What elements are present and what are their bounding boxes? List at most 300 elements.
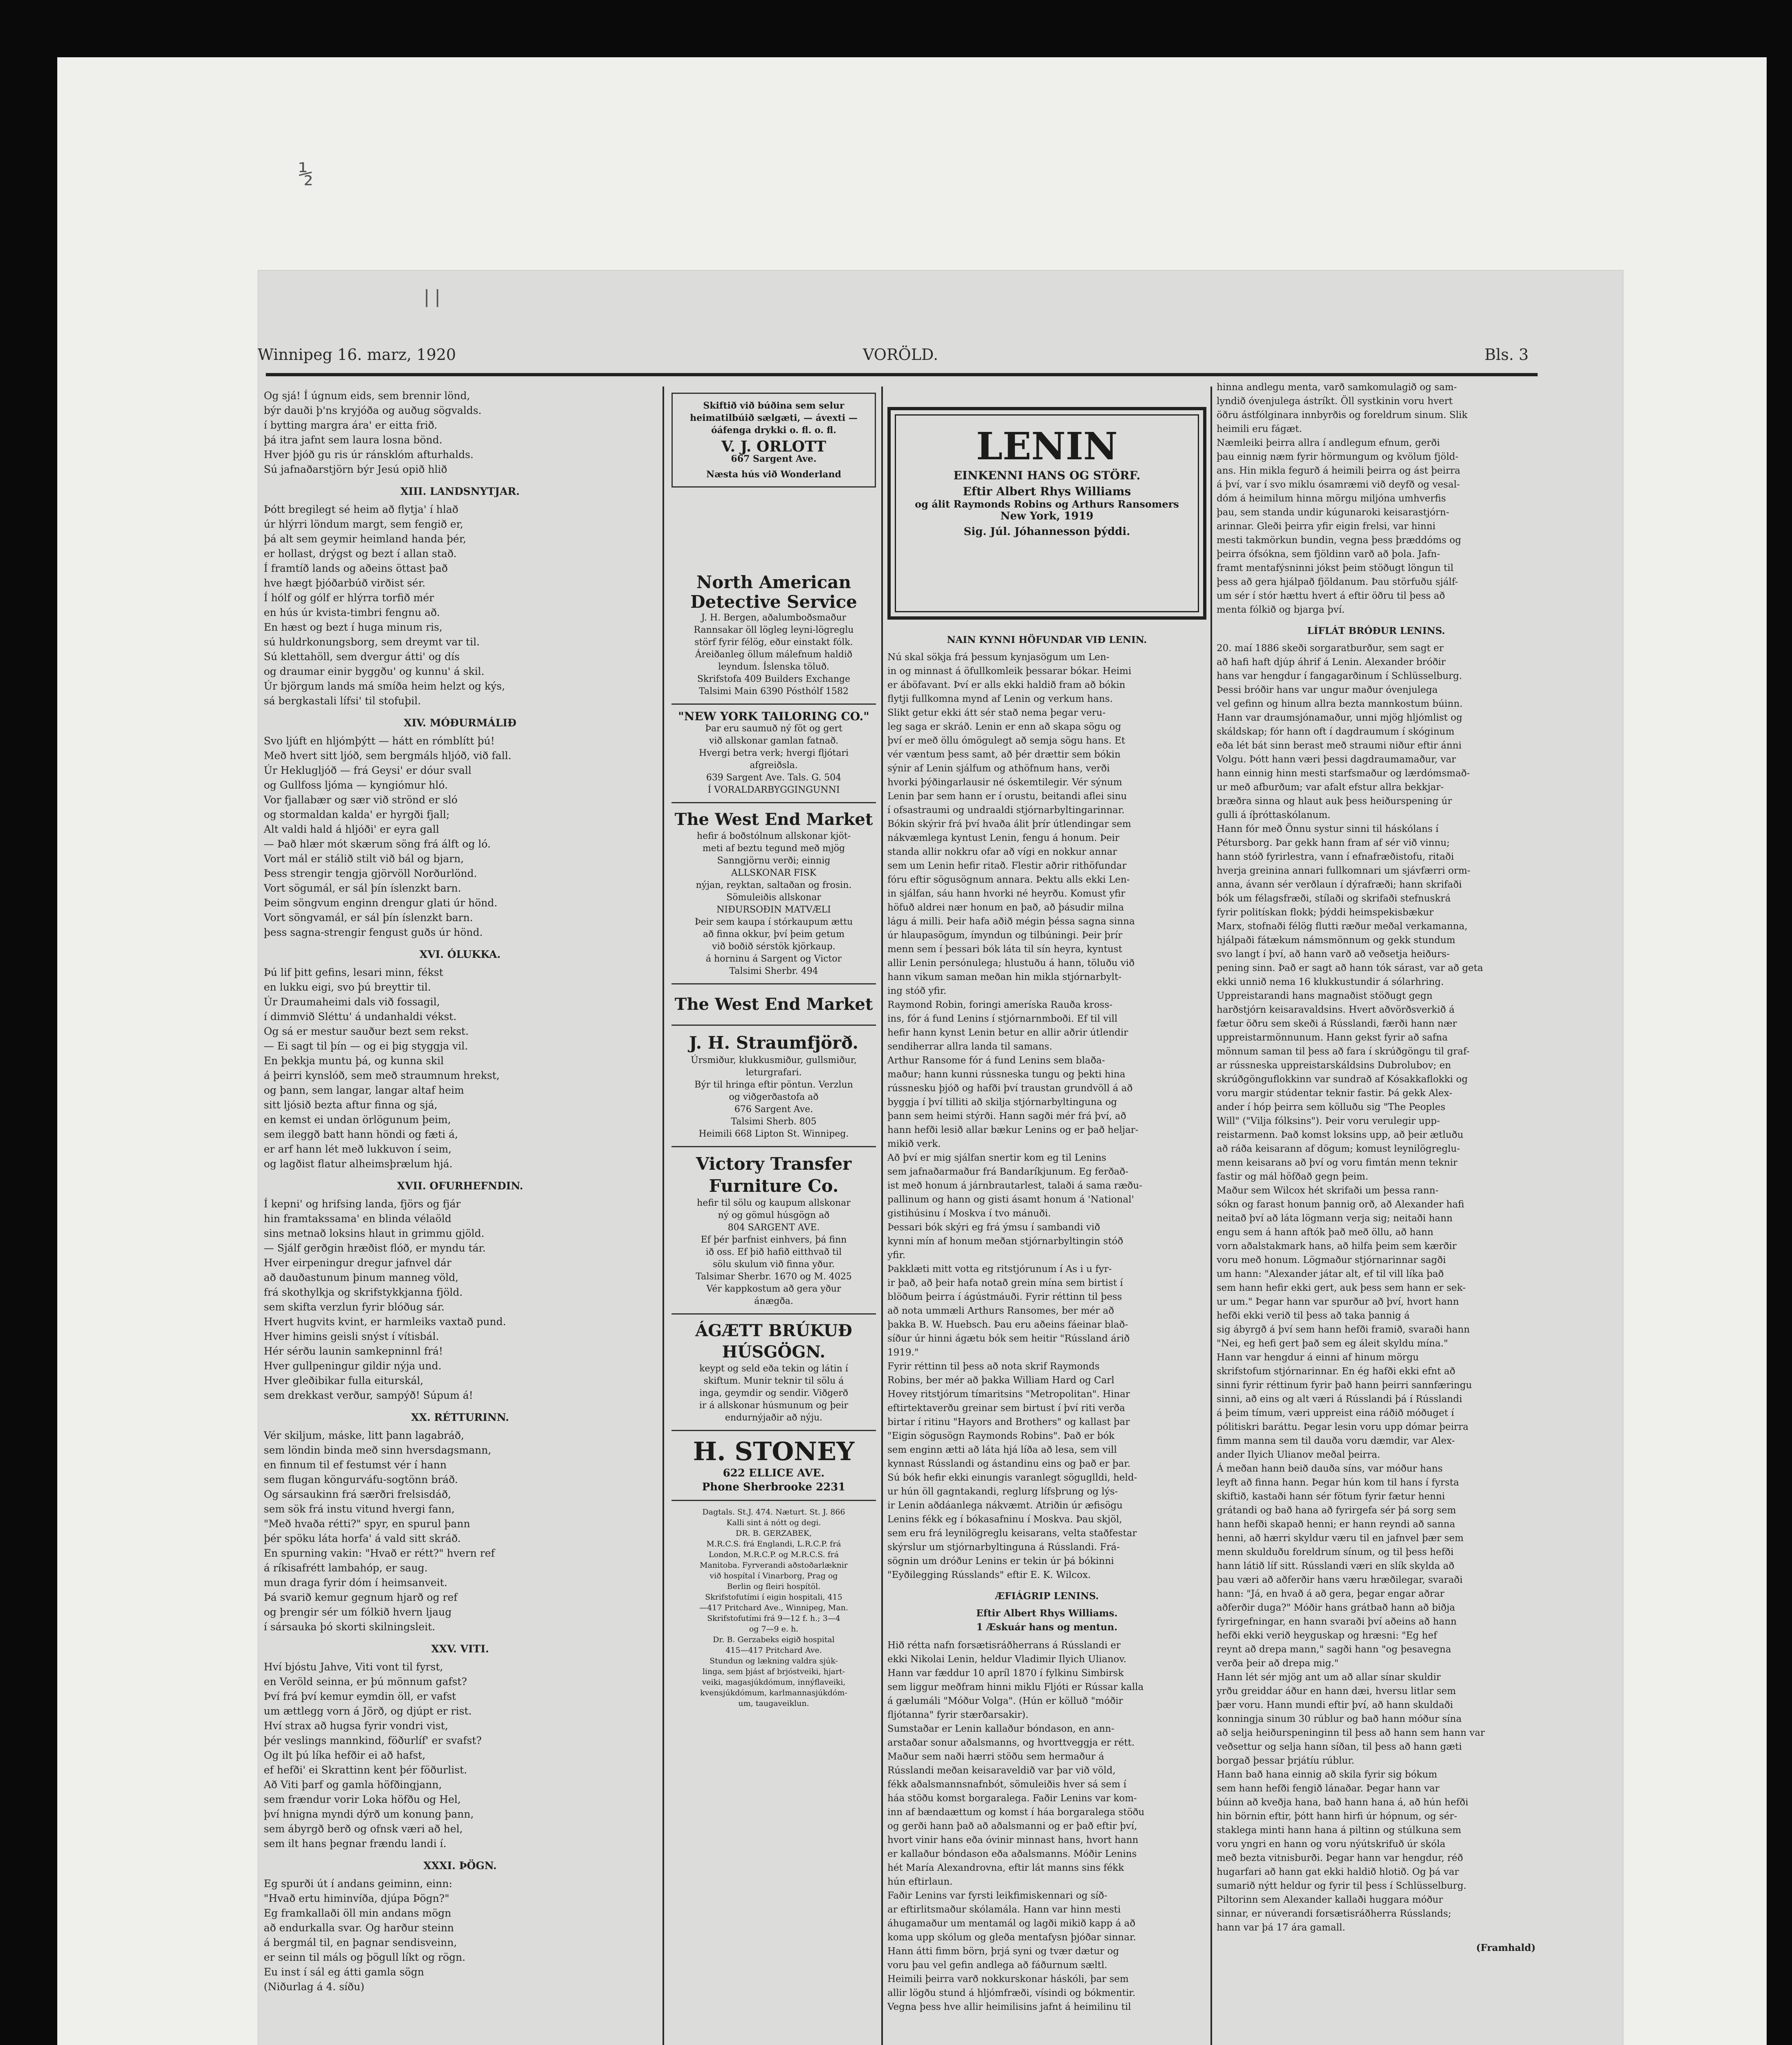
poem-line: En hæst og bezt í huga minum ris, [264,621,442,633]
ad-line: ALLSKONAR FISK [731,868,817,878]
header-page-number: Bls. 3 [1484,346,1529,364]
poem-line: að endurkalla svar. Og harður steinn [264,1922,454,1934]
ad-line: M.R.C.S. frá Englandi, L.R.C.P. frá [706,1539,841,1548]
article-line: Þessi bróðir hans var ungur maður óvenjulega [1217,685,1438,695]
poem-line: Hver gullpeningur gildir nýja und. [264,1360,442,1372]
article-line: ans. Hin mikla fegurð á heimili þeirra og ást þeirra [1217,465,1460,476]
article-line: Uppreistarandi hans magnaðist stöðugt gegn [1217,991,1433,1001]
ad-line: á horninu á Sargent og Victor [705,954,842,964]
poem-line: Eg spurði út í andans geiminn, einn: [264,1878,452,1890]
article-line: reynt að drepa mann," sagði hann "og þesavegna [1217,1644,1451,1655]
article-line: mönnum saman til þess að fara í skrúðgöngu til graf- [1217,1046,1470,1057]
ad-line: Þeir sem kaupa í stórkaupum ættu [694,917,853,927]
poem-line: "Með hvaða rétti?" spyr, en spurul þann [264,1518,470,1530]
article-line: uppreistarmönnunum. Hann gekst fyrir að safna [1217,1032,1448,1043]
article-line: þess að gera hjálpað fjöldanum. Þau störfuðu sjálf- [1217,577,1458,587]
ad-line: Manitoba. Fyrverandi aðstoðarlæknir [700,1561,848,1570]
article-line: vel gefinn og hinum allra bezta mannkostum búinn. [1217,699,1463,709]
poem-line: en lukku eigi, svo þú breyttir til. [264,981,431,993]
poem-line: Hver þjóð gu ris úr ránsklóm afturhalds. [264,449,474,461]
poem-line: er seinn til máls og þögull líkt og rögn. [264,1951,466,1963]
article-line: leyft að finna hann. Þegar hún kom til hans í fyrsta [1217,1477,1459,1488]
ad-line: Úrsmiður, klukkusmiður, gullsmiður, [691,1055,857,1065]
article-line: 1919." [887,1347,919,1358]
article-line: fætur öðru sem skeði á Rússlandi, færði hann nær [1217,1018,1457,1029]
article-line: þakka B. W. Huebsch. Þau eru aðeins fáeinar blað- [887,1319,1128,1330]
article-line: vorn aðalstakmark hans, að hilfa þeim sem kærðir [1217,1241,1457,1252]
article-line: að selja heiðurspeninginn til þess að hann sem hann var [1217,1728,1485,1738]
poem-line: Með hvert sitt ljóð, sem bergmáls hljóð, við fall. [264,750,512,762]
ad-line: skiftum. Munir teknir til sölu á [703,1376,844,1386]
poem-line: en Veröld seinna, er þú mönnum gafst? [264,1676,467,1688]
poem-line: — Það hlær mót skærum söng frá álft og ló. [264,838,491,850]
article-line: Raymond Robin, foringi ameríska Rauða kross- [887,1000,1113,1010]
poem-line: sem skifta verzlun fyrir blóðug sár. [264,1301,445,1313]
article-line: hann hefði skapað henni; er hann reyndi að sanna [1217,1519,1455,1530]
lenin-author: Eftir Albert Rhys Williams [963,485,1131,498]
article-line: ekki unnið nema 16 klukkustundir á sólarhring. [1217,977,1444,987]
article-line: Pétursborg. Þar gekk hann fram af sér við vinnu; [1217,838,1450,848]
article-line: staklega minti hann hana á piltinn og stúlkuna sem [1217,1825,1462,1836]
article-line: skáldskap; fór hann oft í dagdraumum í skóginum [1217,726,1455,737]
article-line: kynni mín af honum meðan stjórnarbyltingin stóð [887,1236,1123,1247]
lenin-article-cont [1217,380,1536,1955]
article-line: verða þeir að drepa mig." [1217,1658,1339,1669]
article-line: Hovey ritstjórum tímaritsins "Metropolitan". Hinar [887,1389,1130,1400]
article-line: Hann átti fimm börn, þrjá syni og tvær dætur og [887,1946,1119,1957]
article-line: ander Ilyich Ulianov meðal þeirra. [1217,1449,1381,1460]
poem-line: er hollast, drýgst og bezt í allan stað. [264,548,457,560]
ad-line: Þar eru saumuð ný föt og gert [705,724,842,734]
article-line: sendiherrar allra landa til samans. [887,1041,1053,1052]
ad-line: Talsimi Sherb. 805 [731,1117,817,1127]
lenin-coauthors: og álit Raymonds Robins og Arthurs Ransomers [915,498,1179,510]
article-line: byggja í því tilliti að skilja stjórnarbyltinguna og [887,1097,1117,1108]
article-line: með bezta vitnisburði. Þegar hann var hengdur, réð [1217,1853,1463,1863]
article-line: því er með öllu ómögulegt að semja sögu hans. Et [887,735,1125,746]
ad-line: leturgrafari. [746,1067,802,1078]
column-divider [1210,387,1212,2045]
article-line: neitað því að láta lögmann verja sig; neitaði hann [1217,1213,1453,1224]
poem-line: Sú klettahöll, sem dvergur átti' og dís [264,651,460,663]
ad-victory-title: Victory Transfer Furniture Co. [696,1154,852,1196]
poem-line: og þrengir sér um fólkið hvern ljaug [264,1606,452,1618]
article-line: sinni, að eins og alt væri á Rússlandi þá í Rússlandi [1217,1394,1462,1405]
poem-line: Vort mál er stálið stilt við bál og bjarn, [264,853,464,865]
ad-line: nýjan, reyktan, saltaðan og frosin. [696,880,852,890]
ad-line: Berlin og fleiri hospítöl. [727,1582,821,1591]
column-divider [662,387,664,2045]
ad-line: J. H. Bergen, aðalumboðsmaður [701,613,847,623]
article-line: nákvæmlega kyntust Lenin, fengu á honum. Þeir [887,833,1120,843]
article-line: Sú bók hefir ekki einungis varanlegt söguglldi, held- [887,1472,1137,1483]
article-line: menn skulduðu foreldrum sínum, og til þess hefði [1217,1547,1454,1557]
article-line: anna, ávann sér verðlaun í dýrafræði; hann skrifaði [1217,879,1462,890]
article-line: hvorki þýðingarlausir né óskemtilegir. Vér sýnum [887,777,1122,788]
article-line: Hann bað hana einnig að skila fyrir sig bókum [1217,1769,1437,1780]
article-line: leg saga er skráð. Lenin er enn að skapa sögu og [887,721,1121,732]
article-line: Maður sem naði hærri stöðu sem hermaður á [887,1751,1104,1762]
article-line: Nú skal sökja frá þessum kynjasögum um Len- [887,652,1109,663]
article-line: borgað þessar þrjátíu rúblur. [1217,1755,1354,1766]
poem-line: Hér sérðu launin samkepninnl frá! [264,1345,443,1357]
poem-line: Vort söngvamál, er sál þín íslenzkt barn. [264,912,473,924]
article-line: fyrirgefningar, en hann svaraði því aðeins að hann [1217,1616,1457,1627]
ad-line: kvensjúkdómum, karlmannasjúkdóm- [700,1688,847,1697]
article-line: inn af bændaættum og komst í háa borgaralega stöðu [887,1807,1145,1818]
ad-line: 415—417 Pritchard Ave. [725,1646,822,1655]
ad-line: hefir til sölu og kaupum allskonar [697,1198,851,1208]
article-line: Will" ("Vilja fólksins"). Þeir voru verulegir upp- [1217,1116,1440,1126]
article-line: "Eyðilegging Rússlands" eftir E. K. Wilcox. [887,1570,1091,1580]
ad-line: Hvergi betra verk; hvergi fljótari [698,748,849,758]
article-line: lyndið óvenjulega ástríkt. Öll systkinin voru hvert [1217,396,1453,407]
article-line: Rússlandi meðan keisaraveldið var þar við völd, [887,1765,1116,1776]
ad-line: að finna okkur, því þeim getum [703,929,845,939]
ad-line: Rannsakar öll lögleg leyni-lögreglu [694,625,854,635]
article-line: hét María Alexandrovna, eftir lát manns sins fékk [887,1863,1124,1873]
article-line: svo langt í því, að hann varð að veðsetja heiðurs- [1217,949,1450,960]
article-line: voru með honum. Lögmaður stjórnarinnar sagði [1217,1255,1446,1265]
article-line: henni, að hærri skyldur væru til en jafnvel þær sem [1217,1533,1464,1544]
poem-line: En spurning vakin: "Hvað er rétt?" hvern ref [264,1547,495,1559]
article-line: eftirtektaverðu greinar sem birtust í því riti verða [887,1403,1125,1414]
article-line: allir Lenin persónulega; hlustuðu á hann, töluðu við [887,958,1135,969]
ad-line: og viðgerðastofa að [729,1092,819,1102]
poem-line: Úr Draumaheimi dals við fossagil, [264,996,440,1008]
article-line: fékk aðalsmannsnafnbót, sömuleiðis hver sá sem í [887,1779,1127,1790]
article-line: sem liggur meðfram hinni miklu Fljóti er Rússar kalla [887,1682,1144,1692]
article-line: heimili eru fágæt. [1217,424,1302,434]
poem-line: sins metnað loksins hlaut in grimmu gjöld. [264,1227,485,1239]
article-line: ekki Nikolai Lenin, heldur Vladimir Ilyich Ulianov. [887,1654,1127,1665]
page-mark: || [421,286,443,307]
article-line: ing stóð yfir. [887,986,947,996]
article-line: á þeim tímum, væri uppreist eina ráðið móðuget í [1217,1408,1454,1418]
article-line: Lenin þar sem hann er í orustu, beitandi aflei sinu [887,791,1127,802]
poem-line: Þú lif þitt gefins, lesari minn, fékst [264,966,443,978]
article-line: konningja sinum 30 rúblur og bað hann móður sína [1217,1714,1462,1724]
poem-heading: XIV. MÓÐURMÁLIÐ [404,717,516,729]
article-line: sig ábyrgð á því sem hann hefði framið, svaraði hann [1217,1324,1470,1335]
poem-line: sem ilt hans þegnar frændu landi í. [264,1838,447,1849]
article-line: skýrslur um stjórnarbyltinguna á Rússlandi. Frá- [887,1542,1120,1553]
article-line: ander í hóp þeirra sem kölluðu sig "The Peoples [1217,1102,1446,1112]
article-line: in sjálfan, sáu hann hvorki né heyrðu. Komust yfir [887,888,1125,899]
article-line: in og minnast á öfullkomleik þessarar bókar. Heimi [887,666,1132,676]
poem-line: Eg framkallaði öll min andans mögn [264,1907,451,1919]
lenin-subtitle: EINKENNI HANS OG STÖRF. [953,469,1141,482]
article-line: fljótanna" fyrir stærðarsakir). [887,1710,1028,1720]
poem-line: Alt valdi hald á hljóði' er eyra gall [264,823,439,835]
scan-background [57,57,1767,2045]
article-heading: LÍFLÁT BRÓÐUR LENINS. [1307,625,1445,636]
article-line: fyrir politískan flokk; þýddi heimspekisbækur [1217,907,1434,918]
article-line: hann: "Já, en hvað á að gera, þegar engar aðrar [1217,1589,1444,1599]
article-line: Maður sem Wilcox hét skrifaði um þessa rann- [1217,1185,1439,1196]
article-line: hjálpaði fátækum námsmönnum og gekk stundum [1217,935,1455,946]
poem-line: Hver eirpeningur dregur jafnvel dár [264,1257,451,1269]
article-line: hann einnig hinn mesti starfsmaður og lærdómsmað- [1217,768,1470,779]
poem-line: Úr björgum lands má smíða heim helzt og kýs, [264,680,505,692]
poem-line: og lagðist flatur alheimsþrælum hjá. [264,1158,453,1170]
ad-line: heimatilbúið sælgæti, — ávexti — [690,413,858,423]
ad-line: störf fyrir félög, eður einstakt fólk. [694,637,853,647]
ad-line: Ef þér þarfnist einhvers, þá finn [701,1235,847,1245]
article-line: sókn og farast honum þannig orð, að Alexander hafi [1217,1199,1464,1210]
article-line: fóru eftir sögusögnum annara. Þektu alls ekki Len- [887,874,1130,885]
article-line: pening sinn. Það er sagt að hann tók sárast, var að geta [1217,963,1483,973]
poem-line: Í kepni' og hrifsing landa, fjörs og fjár [264,1198,461,1210]
ad-line: við hospítal í Vinarborg, Prag og [710,1571,838,1580]
article-line: á gælumáli "Móður Volga". (Hún er kölluð "móðir [887,1696,1123,1706]
ad-line: Dagtals. St.J. 474. Næturt. St. J. 866 [702,1508,845,1517]
article-line: ins, fór á fund Lenins í stjórnarnmboði. Ef til vill [887,1014,1118,1024]
poem-line: Vér skiljum, máske, litt þann lagabráð, [264,1429,464,1441]
ad-line: DR. B. GERZABEK, [735,1529,812,1538]
poem-heading: XXXI. ÞÖGN. [423,1860,497,1872]
article-line: Vegna þess hve allir heimilisins jafnt á heimilinu til [887,2002,1131,2012]
article-line: Arthur Ransome fór á fund Lenins sem blaða- [887,1055,1105,1066]
article-line: birtar í ritinu "Hayors and Brothers" og kallast þar [887,1417,1130,1427]
ad-line: og 7—9 e. h. [749,1625,799,1634]
poem-line: þér veslings mannkind, föðurlíf' er svafst? [264,1735,482,1746]
article-line: höfuð aldrei nær honum en það, að þásudir milna [887,902,1124,913]
ad-line: 804 SARGENT AVE. [728,1223,820,1233]
article-line: skiftið, kastaði hann sér fötum fyrir fætur henni [1217,1491,1445,1502]
ad-line: Stundun og lækning valdra sjúk- [710,1656,838,1665]
poem-line: sem ábyrgð berð og ofnsk væri að hel, [264,1823,463,1835]
ad-line: Skrifstofutími frá 9—12 f. h.; 3—4 [707,1614,840,1623]
lenin-title: LENIN [976,424,1118,468]
ad-line: um, taugaveiklun. [738,1699,809,1708]
ad-tailoring-title: "NEW YORK TAILORING CO." [678,710,869,723]
article-line: koma upp skólum og gleða mentafysn þjóðar sinnar. [887,1932,1136,1943]
article-line: skrúðgönguflokkinn var sundrað af Kósakkaflokki og [1217,1074,1468,1085]
poem-line: þér spöku láta horfa' á vald sitt skráð. [264,1533,461,1544]
ad-line: við allskonar gamlan fatnað. [709,736,839,746]
poem-line: þá alt sem geymir heimland handa þér, [264,533,467,545]
article-line: sinnar, er núverandi forsætisráðherra Rússlands; [1217,1908,1451,1919]
article-heading: ÆFIÁGRIP LENINS. [995,1591,1099,1602]
poem-line: að dauðastunum þinum manneg völd, [264,1272,459,1283]
poem-line: og þann, sem langar, langar altaf heim [264,1084,464,1096]
ad-line: Áreiðanleg öllum málefnum haldið [695,649,853,660]
poem-line: — Sjálf gerðgin hræðist flóð, er myndu tár. [264,1242,486,1254]
ad-orlott-note: Næsta hús við Wonderland [706,469,842,480]
poem-line: sem frændur vorir Loka höfðu og Hel, [264,1793,461,1805]
article-line: Faðir Lenins var fyrsti leikfimiskennari og síð- [887,1890,1107,1901]
article-line: Þessari bók skýri eg frá ýmsu í sambandi við [887,1222,1100,1233]
ad-line: við boðið sérstök kjörkaup. [712,942,835,952]
article-line: gistihúsinu í Moskva í tvo mánuði. [887,1208,1051,1219]
article-line: sem hann hefði fengið lánaðar. Þegar hann var [1217,1783,1439,1794]
article-line: "Nei, eg hefi gert það sem eg áleit skyldu mína." [1217,1338,1448,1349]
article-line: Hann fór með Önnu systur sinni til háskólans í [1217,824,1439,834]
ad-orlott [671,393,876,488]
ad-line: Heimili 668 Lipton St. Winnipeg. [698,1129,849,1139]
poem-line: en finnum til ef festumst vér í hann [264,1459,447,1471]
ad-orlott-address: 667 Sargent Ave. [731,454,817,464]
article-line: sumarið nýtt heldur og fyrir til þess í Schlüsselburg. [1217,1881,1466,1891]
margin-mark: ½ [299,160,314,188]
article-line: og gerði hann það að aðalsmanni og er það eftir því, [887,1821,1137,1832]
article-line: voru þau vel gefin andlega að fáðurnum sæltl. [887,1960,1107,1971]
article-line: hefir hann kynst Lenin betur en allir aðrir útlendir [887,1027,1128,1038]
article-line: ir Lenin aðdáanlega nákvæmt. Atriðin úr æfisögu [887,1500,1123,1511]
article-line: er áböfavant. Því er alls ekki haldið fram að bókin [887,680,1125,690]
poem-line: sem sök frá instu vitund hvergi fann, [264,1503,455,1515]
article-line: Hann lét sér mjög ant um að allar sínar skuldir [1217,1672,1441,1683]
article-line: þau væri að aðferðir hans væru hræðilegar, svaraði [1217,1575,1463,1585]
poem-line: sú huldrkonungsborg, sem dreymt var til. [264,636,480,648]
article-line: fimm manna sem til dauða voru dæmdir, var Alex- [1217,1436,1455,1446]
poem-line: sem ileggð batt hann höndi og fæti á, [264,1128,458,1140]
continued-note: (Framhald) [1476,1942,1536,1953]
poem-line: Í framtíð lands og aðeins öttast það [264,562,448,574]
poem-line: býr dauði þ'ns kryjóða og auðug sögvalds. [264,405,482,416]
newspaper-page [258,270,1624,2045]
ad-line: afgreiðsla. [750,760,798,771]
ad-line: leyndum. Íslenska töluð. [718,662,829,672]
article-line: sýnir af Lenin sjálfum og athöfnum hans, verði [887,763,1110,774]
ad-line: óáfenga drykki o. fl. o. fl. [711,425,837,436]
poem-line: sem drekkast verður, sampýð! Súpum á! [264,1389,473,1401]
article-line: Hið rétta nafn forsætisráðherrans á Rússlandi er [887,1640,1121,1651]
article-line: eða lét bát sinn berast með straumi niður eftir ánni [1217,740,1462,751]
article-line: Hann var hengdur á einni af hinum mörgu [1217,1352,1419,1363]
article-line: engu sem á hann aftók það með öllu, að hann [1217,1227,1434,1238]
poem-line: því hnigna myndi dýrð um konung þann, [264,1808,474,1820]
ad-stoney-title: H. STONEY [693,1436,855,1466]
article-line: hann stóð fyrirlestra, vann í efnafræðistofu, ritaði [1217,852,1454,862]
article-line: um hann: "Alexander játar alt, ef til vill líka það [1217,1269,1444,1279]
article-line: ur hún öll gagntakandi, reglurg lífsþrung og lýs- [887,1486,1118,1497]
ad-line: 676 Sargent Ave. [734,1104,813,1115]
poem-column [264,389,656,1994]
poem-line: í sársauka þó skorti skilningsleit. [264,1621,436,1633]
ad-line: Dr. B. Gerzabeks eigið hospital [713,1635,835,1644]
ad-line: inga, geymdir og sendir. Viðgerð [699,1388,849,1398]
article-line: mesti takmörkun bundin, vegna þess þræddóms og [1217,535,1461,546]
poem-line: Hver himins geisli snýst í vítisbál. [264,1330,439,1342]
ad-line: Sömuleiðis allskonar [726,892,821,903]
lenin-article [887,626,1206,2014]
article-line: pólitiskri baráttu. Þegar lesin voru upp dómar þeirra [1217,1422,1469,1432]
article-line: sögnin um dróður Lenins er tekin úr þá bókinni [887,1556,1114,1566]
header-rule [266,373,1538,376]
ad-straumfjord-title: J. H. Straumfjörð. [689,1033,859,1053]
article-line: ar rússneska uppreistarskáldsins Dubrolubov; en [1217,1060,1451,1071]
poem-line: Þeim söngvum enginn drengur glati úr hönd. [264,897,498,909]
article-line: arstaðar sonur aðalsmanns, og hvorttveggja er rétt. [887,1737,1135,1748]
article-subheading: 1 Æskuár hans og mentun. [976,1622,1118,1633]
article-line: reistarmenn. Það komst loksins upp, að þeir ætluðu [1217,1130,1464,1140]
poem-line: (Niðurlag á 4. síðu) [264,1981,364,1993]
article-line: flytji fullkomna mynd af Lenin og verkum hans. [887,694,1113,704]
ad-line: Vér kappkostum að gera yður [706,1284,841,1294]
poem-line: Og sjá! Í úgnum eids, sem brennir lönd, [264,390,470,402]
article-line: á því, var í svo miklu ósamræmi við deyfð og vesal- [1217,479,1460,490]
article-line: hin börnin eftir, þótt hann hirfi úr hópnum, og sér- [1217,1811,1457,1822]
article-line: standa allir nokkru ofar að vígi en nokkur annar [887,847,1117,857]
article-line: ur um." Þegar hann var spurður að því, hvort hann [1217,1297,1459,1307]
article-line: Robins, ber mér að þakka William Hard og Carl [887,1375,1114,1386]
column-divider [881,387,883,2045]
ad-line: —417 Pritchard Ave., Winnipeg, Man. [699,1603,848,1612]
article-line: dóm á heimilum hinna mörgu miljóna umhverfis [1217,493,1446,504]
ad-line: sölu skulum við finna yður. [712,1259,835,1270]
ad-line: Skrifstofa 409 Builders Exchange [697,674,851,684]
article-line: þau, sem standa undir kúgunaroki keisarastjórn- [1217,507,1449,518]
poem-line: Þess strengir tengja gjörvöll Norðurlönd. [264,867,477,879]
article-heading: NAIN KYNNI HÖFUNDAR VIÐ LENIN. [947,634,1147,645]
article-line: grátandi og bað hana að fyrirgefa sér þá sorg sem [1217,1505,1456,1516]
poem-line: þess sagna-strengir fengust guðs úr hönd. [264,926,483,938]
article-line: bræðra sinna og hlaut auk þess heiðurspening úr [1217,796,1452,807]
poem-line: og stormaldan kalda' er hyrgði fjall; [264,809,450,820]
article-line: kynnast Rússlandi og ástandinu eins og það er þar. [887,1458,1131,1469]
article-line: háa stöðu komst borgaralega. Faðir Lenins var kom- [887,1793,1137,1804]
poem-line: Úr Heklugljóð — frá Geysi' er dóur svall [264,764,472,776]
ad-line: linga, sem þjást af brjóstveiki, hjart- [702,1667,845,1676]
article-line: Þakklæti mitt votta eg ritstjórunum í As i u fyr- [887,1264,1112,1274]
poem-line: Þá svarið kemur gegnum hjarð og ref [264,1591,458,1603]
article-subheading: Eftir Albert Rhys Williams. [976,1608,1118,1619]
article-line: "Eigin sögusögn Raymonds Robins". Það er bók [887,1431,1115,1441]
article-line: Slikt getur ekki átt sér stað nema þegar veru- [887,708,1106,718]
lenin-place: New York, 1919 [1000,510,1094,522]
article-line: gulli á íþróttaskólanum. [1217,810,1331,820]
article-line: sem um Lenin hefir ritað. Flestir aðrir rithöfundar [887,861,1127,871]
article-line: framt mentafýsninni jókst þeim stöðugt löngun til [1217,563,1454,573]
poem-line: Í hólf og gólf er hlýrra torfið mér [264,592,434,604]
poem-line: mun draga fyrir dóm í heimsanveit. [264,1577,447,1589]
article-line: í ofsastraumi og undraaldi stjórnarbyltingarinnar. [887,805,1125,816]
poem-line: sá bergkastali lífsi' til stofuþil. [264,695,421,707]
ad-detective [671,573,876,1709]
poem-line: Og sá er mestur sauður bezt sem rekst. [264,1025,469,1037]
ad-line: ánægða. [754,1296,793,1306]
poem-line: Því frá því kemur eymdin öll, er vafst [264,1690,456,1702]
article-line: Að því er mig sjálfan snertir kom eg til Lenins [887,1153,1107,1163]
article-line: Marx, stofnaði félög flutti ræður meðal verkamanna, [1217,921,1468,932]
article-line: þeirra ófsókna, sem fjöldinn varð að þola. Jafn- [1217,549,1440,560]
ad-line: ið oss. Ef þið hafið eitthvað til [705,1247,842,1257]
header-paper-name: VORÖLD. [863,346,939,364]
article-line: menn keisarans að því og voru fimtán menn teknir [1217,1157,1458,1168]
article-line: er kallaður bóndason eða aðalsmanns. Móðir Lenins [887,1849,1137,1859]
ad-line: Skiftið við búðina sem selur [703,400,844,411]
poem-line: úr hlýrri löndum margt, sem fengið er, [264,518,463,530]
poem-line: þá itra jafnt sem laura losna bönd. [264,434,442,446]
article-line: voru yngri en hann og voru nýútskrifuð úr skóla [1217,1839,1446,1849]
article-line: veðsettur og selja hann síðan, til þess að hann gæti [1217,1742,1462,1752]
article-line: 20. maí 1886 skeði sorgaratburður, sem sagt er [1217,643,1444,654]
poem-line: Eu inst í sál eg átti gamla sögn [264,1966,424,1978]
poem-line: Hví bjóstu Jahve, Viti vont til fyrst, [264,1661,443,1673]
poem-line: "Hvað ertu himinvíða, djúpa Þögn?" [264,1892,449,1904]
poem-line: hin framtakssama' en blinda vélaöld [264,1213,451,1225]
poem-heading: XIII. LANDSNYTJAR. [400,485,520,497]
poem-line: sem löndin binda með sinn hversdagsmann, [264,1444,492,1456]
poem-line: um ættlegg vorn á Jörð, og djúpt er rist. [264,1705,472,1717]
article-line: maður; hann kunni rússneska tungu og þekti hina [887,1069,1125,1080]
poem-line: Vort sögumál, er sál þín íslenzkt barn. [264,882,461,894]
ad-line: Kalli sint á nótt og degi. [726,1518,821,1527]
lenin-title-box [887,407,1206,620]
poem-line: frá skothylkja og skrifstykkjanna fjöld. [264,1286,463,1298]
